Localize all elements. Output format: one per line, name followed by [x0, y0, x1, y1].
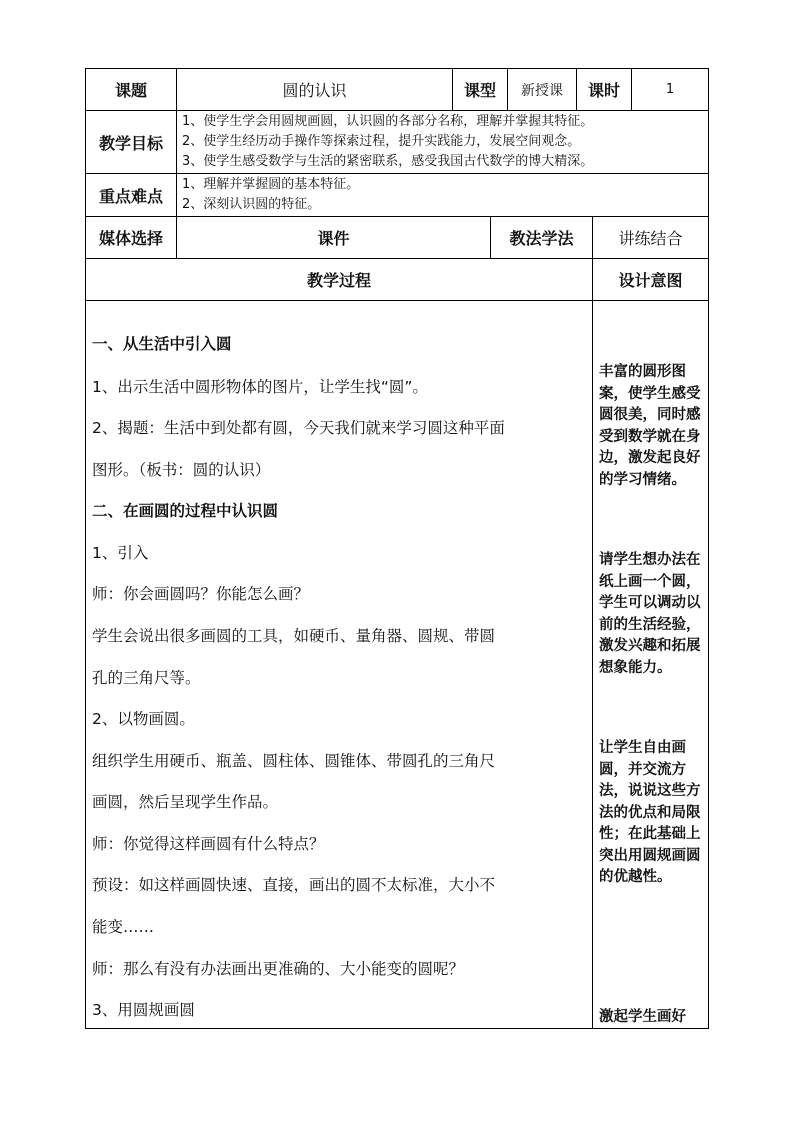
hours-value: 1 [665, 82, 675, 97]
goal-item: 3、使学生感受数学与生活的紧密联系，感受我国古代数学的博大精深。 [182, 154, 594, 169]
key-point-item: 2、深刻认识圆的特征。 [182, 197, 321, 212]
intent-title: 设计意图 [618, 271, 683, 290]
process-line: 3、用圆规画圆 [92, 1001, 195, 1019]
process-line: 2、揭题：生活中到处都有圆，今天我们就来学习圆这种平面 [92, 419, 505, 437]
process-line: 画圆，然后呈现学生作品。 [92, 793, 279, 811]
design-intent-note: 请学生想办法在纸上画一个圆，学生可以调动以前的生活经验，激发兴趣和拓展想象能力。 [599, 552, 701, 676]
method-value: 讲练结合 [618, 229, 683, 248]
media-label: 媒体选择 [98, 229, 163, 248]
goals-label: 教学目标 [98, 133, 163, 153]
process-line: 组织学生用硬币、瓶盖、圆柱体、圆锥体、带圆孔的三角尺 [92, 752, 496, 770]
row-divider [85, 173, 709, 174]
row-divider [85, 110, 709, 111]
design-intent-note: 激起学生画好 [599, 1009, 686, 1025]
goal-item: 1、使学生学会用圆规画圆，认识圆的各部分名称，理解并掌握其特征。 [182, 114, 594, 129]
process-line: 能变…… [92, 918, 155, 936]
process-line: 师：你会画圆吗？你能怎么画？ [92, 585, 310, 603]
key-point-item: 1、理解并掌握圆的基本特征。 [182, 177, 360, 192]
table-border-right [708, 68, 709, 1029]
type-label: 课型 [463, 81, 496, 100]
section-heading: 二、在画圆的过程中认识圆 [92, 502, 279, 520]
process-line: 2、以物画圆。 [92, 710, 195, 728]
row-divider [85, 300, 709, 301]
process-line: 孔的三角尺等。 [92, 669, 201, 687]
hours-label: 课时 [587, 81, 620, 100]
type-value: 新授课 [521, 82, 563, 99]
media-value: 课件 [317, 229, 350, 248]
process-line: 图形。（板书：圆的认识） [92, 461, 271, 479]
process-title: 教学过程 [306, 271, 371, 290]
process-line: 预设：如这样画圆快速、直接，画出的圆不太标准，大小不 [92, 876, 496, 894]
process-line: 师：那么有没有办法画出更准确的、大小能变的圆呢？ [92, 960, 465, 978]
topic-value: 圆的认识 [282, 81, 347, 100]
col-divider [592, 216, 593, 1029]
method-label: 教法学法 [509, 229, 574, 248]
process-line: 1、引入 [92, 544, 149, 562]
process-line: 学生会说出很多画圆的工具，如硬币、量角器、圆规、带圆 [92, 627, 496, 645]
topic-label: 课题 [114, 81, 147, 100]
goal-item: 2、使学生经历动手操作等探索过程，提升实践能力，发展空间观念。 [182, 134, 581, 149]
process-line: 师：你觉得这样画圆有什么特点？ [92, 835, 325, 853]
process-line: 1、出示生活中圆形物体的图片，让学生找“圆”。 [92, 378, 428, 396]
section-heading: 一、从生活中引入圆 [92, 335, 232, 353]
design-intent-note: 让学生自由画圆，并交流方法，说说这些方法的优点和局限性；在此基础上突出用圆规画圆的优越性。 [599, 740, 701, 885]
design-intent-note: 丰富的圆形图案，使学生感受圆很美，同时感受到数学就在身边，激发起良好的学习情绪。 [599, 364, 701, 488]
key-points-label: 重点难点 [98, 186, 163, 206]
